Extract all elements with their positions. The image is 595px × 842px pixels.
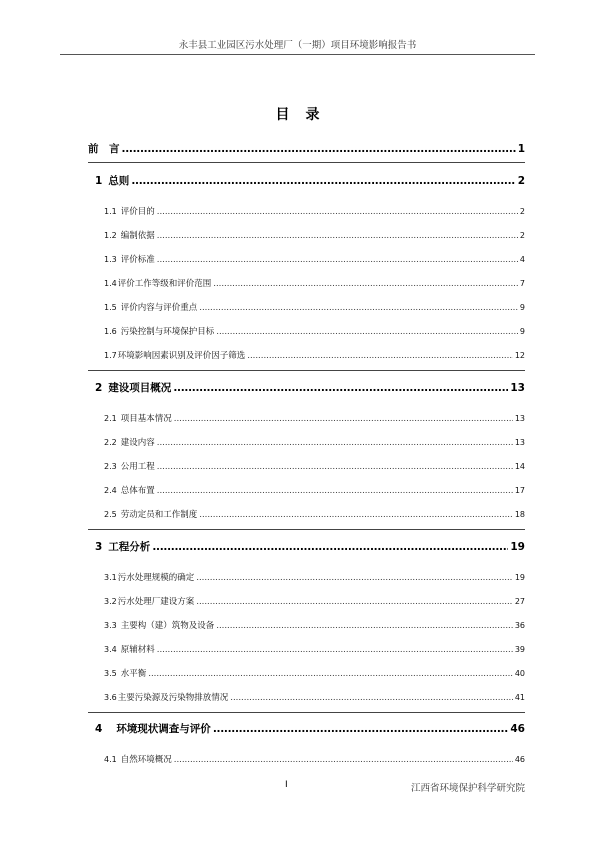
toc-entry-text: 评价工作等级和评价范围 [117,279,212,289]
toc-entry-text: 评价内容与评价重点 [120,303,198,313]
toc-entry-number: 1.1 [104,207,117,216]
dot-leader [157,645,513,655]
dot-leader [173,382,508,394]
dot-leader [247,351,513,361]
toc-entry-3-5[interactable] [104,667,525,679]
toc-entry-page: 46 [514,755,525,764]
toc-entry-number: 3.3 [104,621,117,630]
header-divider [60,54,535,55]
toc-entry-number: 1.3 [104,255,117,264]
toc-entry-text: 项目基本情况 [120,414,172,424]
section-divider [88,370,525,371]
toc-entry-3-3[interactable] [104,619,525,631]
toc-entry-1-5[interactable] [104,301,525,313]
toc-entry-page: 2 [519,207,525,216]
toc-entry-4-1[interactable] [104,753,525,765]
toc-entry-page: 2 [519,231,525,240]
toc-entry-page: 39 [514,645,525,654]
toc-entry-2-1[interactable] [104,412,525,424]
dot-leader [196,597,513,607]
toc-entry-page: 27 [514,597,525,606]
toc-entry-2-3[interactable] [104,460,525,472]
toc-entry-text: 环境现状调查与评价 [116,723,211,735]
dot-leader [213,279,518,289]
dot-leader [157,255,518,265]
section-divider [88,712,525,713]
toc-entry-text: 建设内容 [120,438,155,448]
dot-leader [213,723,509,735]
toc-entry-text: 水平衡 [120,669,147,679]
toc-entry-3-1[interactable] [104,571,525,583]
toc-entry-2-2[interactable] [104,436,525,448]
dot-leader [157,462,513,472]
toc-entry-text: 污水处理规模的确定 [117,573,195,583]
toc-entry-page: 1 [517,143,525,155]
toc-entry-2-4[interactable] [104,484,525,496]
toc-entry-text: 总体布置 [120,486,155,496]
toc-entry-text: 前 言 [88,143,120,155]
dot-leader [157,438,513,448]
toc-entry-text: 环境影响因素识别及评价因子筛选 [117,351,246,361]
toc-entry-text: 主要构（建）筑物及设备 [120,621,215,631]
toc-entry-text: 工程分析 [108,541,151,553]
toc-entry-page: 12 [514,351,525,360]
toc-entry-text: 自然环境概况 [120,755,172,765]
dot-leader [174,755,513,765]
section-divider [88,162,525,163]
toc-entry-text: 原辅材料 [120,645,155,655]
toc-entry-page: 7 [519,279,525,288]
toc-entry-text: 劳动定员和工作制度 [120,510,198,520]
dot-leader [199,303,518,313]
toc-entry-number: 3.6 [104,693,117,702]
toc-entry-text: 公用工程 [120,462,155,472]
toc-entry-page: 19 [514,573,525,582]
dot-leader [196,573,513,583]
toc-entry-page: 9 [519,303,525,312]
dot-leader [152,541,508,553]
toc-entry-1-1[interactable] [104,205,525,217]
dot-leader [157,486,513,496]
toc-entry-page: 13 [510,382,525,394]
toc-title: 目录 [275,107,336,123]
dot-leader [230,693,513,703]
page-number: I [285,780,288,790]
toc-entry-text: 评价目的 [120,207,155,217]
toc-entry-page: 2 [517,175,525,187]
toc-entry-number: 1.6 [104,327,117,336]
toc-entry-number: 1 [95,175,103,187]
toc-entry-page: 13 [514,438,525,447]
toc-entry-number: 1.2 [104,231,117,240]
toc-entry-page: 4 [519,255,525,264]
toc-entry-preface[interactable] [88,141,525,156]
toc-entry-number: 1.4 [104,279,117,288]
dot-leader [157,207,518,217]
toc-entry-1-7[interactable] [104,349,525,361]
toc-entry-number: 3.5 [104,669,117,678]
toc-entry-chapter-2[interactable] [95,380,525,395]
running-header: 永丰县工业园区污水处理厂（一期）项目环境影响报告书 [178,40,417,51]
dot-leader [131,175,515,187]
footer-organization: 江西省环境保护科学研究院 [410,783,525,794]
toc-entry-number: 3.4 [104,645,117,654]
toc-entry-text: 污染控制与环境保护目标 [120,327,215,337]
toc-entry-number: 4 [95,723,103,735]
dot-leader [216,327,518,337]
toc-entry-3-4[interactable] [104,643,525,655]
toc-entry-page: 41 [514,693,525,702]
toc-entry-page: 36 [514,621,525,630]
toc-entry-number: 2.2 [104,438,117,447]
toc-entry-number: 3.2 [104,597,117,606]
toc-entry-number: 2.4 [104,486,117,495]
toc-entry-text: 建设项目概况 [108,382,172,394]
toc-entry-1-3[interactable] [104,253,525,265]
toc-entry-number: 2.5 [104,510,117,519]
toc-entry-number: 1.7 [104,351,117,360]
toc-entry-number: 1.5 [104,303,117,312]
toc-entry-3-6[interactable] [104,691,525,703]
toc-entry-number: 3 [95,541,103,553]
toc-entry-page: 46 [510,723,525,735]
dot-leader [157,231,518,241]
toc-entry-text: 主要污染源及污染物排放情况 [117,693,229,703]
toc-entry-number: 2.1 [104,414,117,423]
section-divider [88,529,525,530]
toc-entry-2-5[interactable] [104,508,525,520]
toc-entry-text: 编制依据 [120,231,155,241]
toc-entry-page: 14 [514,462,525,471]
toc-entry-chapter-1[interactable] [95,173,525,188]
toc-entry-number: 3.1 [104,573,117,582]
toc-entry-1-6[interactable] [104,325,525,337]
dot-leader [174,414,513,424]
dot-leader [199,510,513,520]
toc-entry-page: 40 [514,669,525,678]
toc-entry-1-4[interactable] [104,277,525,289]
toc-entry-chapter-3[interactable] [95,539,525,554]
toc-entry-number: 4.1 [104,755,117,764]
toc-entry-page: 9 [519,327,525,336]
toc-entry-page: 18 [514,510,525,519]
toc-entry-text: 评价标准 [120,255,155,265]
dot-leader [216,621,513,631]
dot-leader [122,143,516,155]
toc-entry-page: 13 [514,414,525,423]
toc-entry-number: 2 [95,382,103,394]
toc-entry-page: 17 [514,486,525,495]
toc-entry-page: 19 [510,541,525,553]
toc-entry-3-2[interactable] [104,595,525,607]
toc-entry-chapter-4[interactable] [95,721,525,736]
toc-entry-number: 2.3 [104,462,117,471]
toc-entry-text: 污水处理厂建设方案 [117,597,195,607]
dot-leader [148,669,513,679]
toc-entry-1-2[interactable] [104,229,525,241]
toc-entry-text: 总则 [108,175,130,187]
